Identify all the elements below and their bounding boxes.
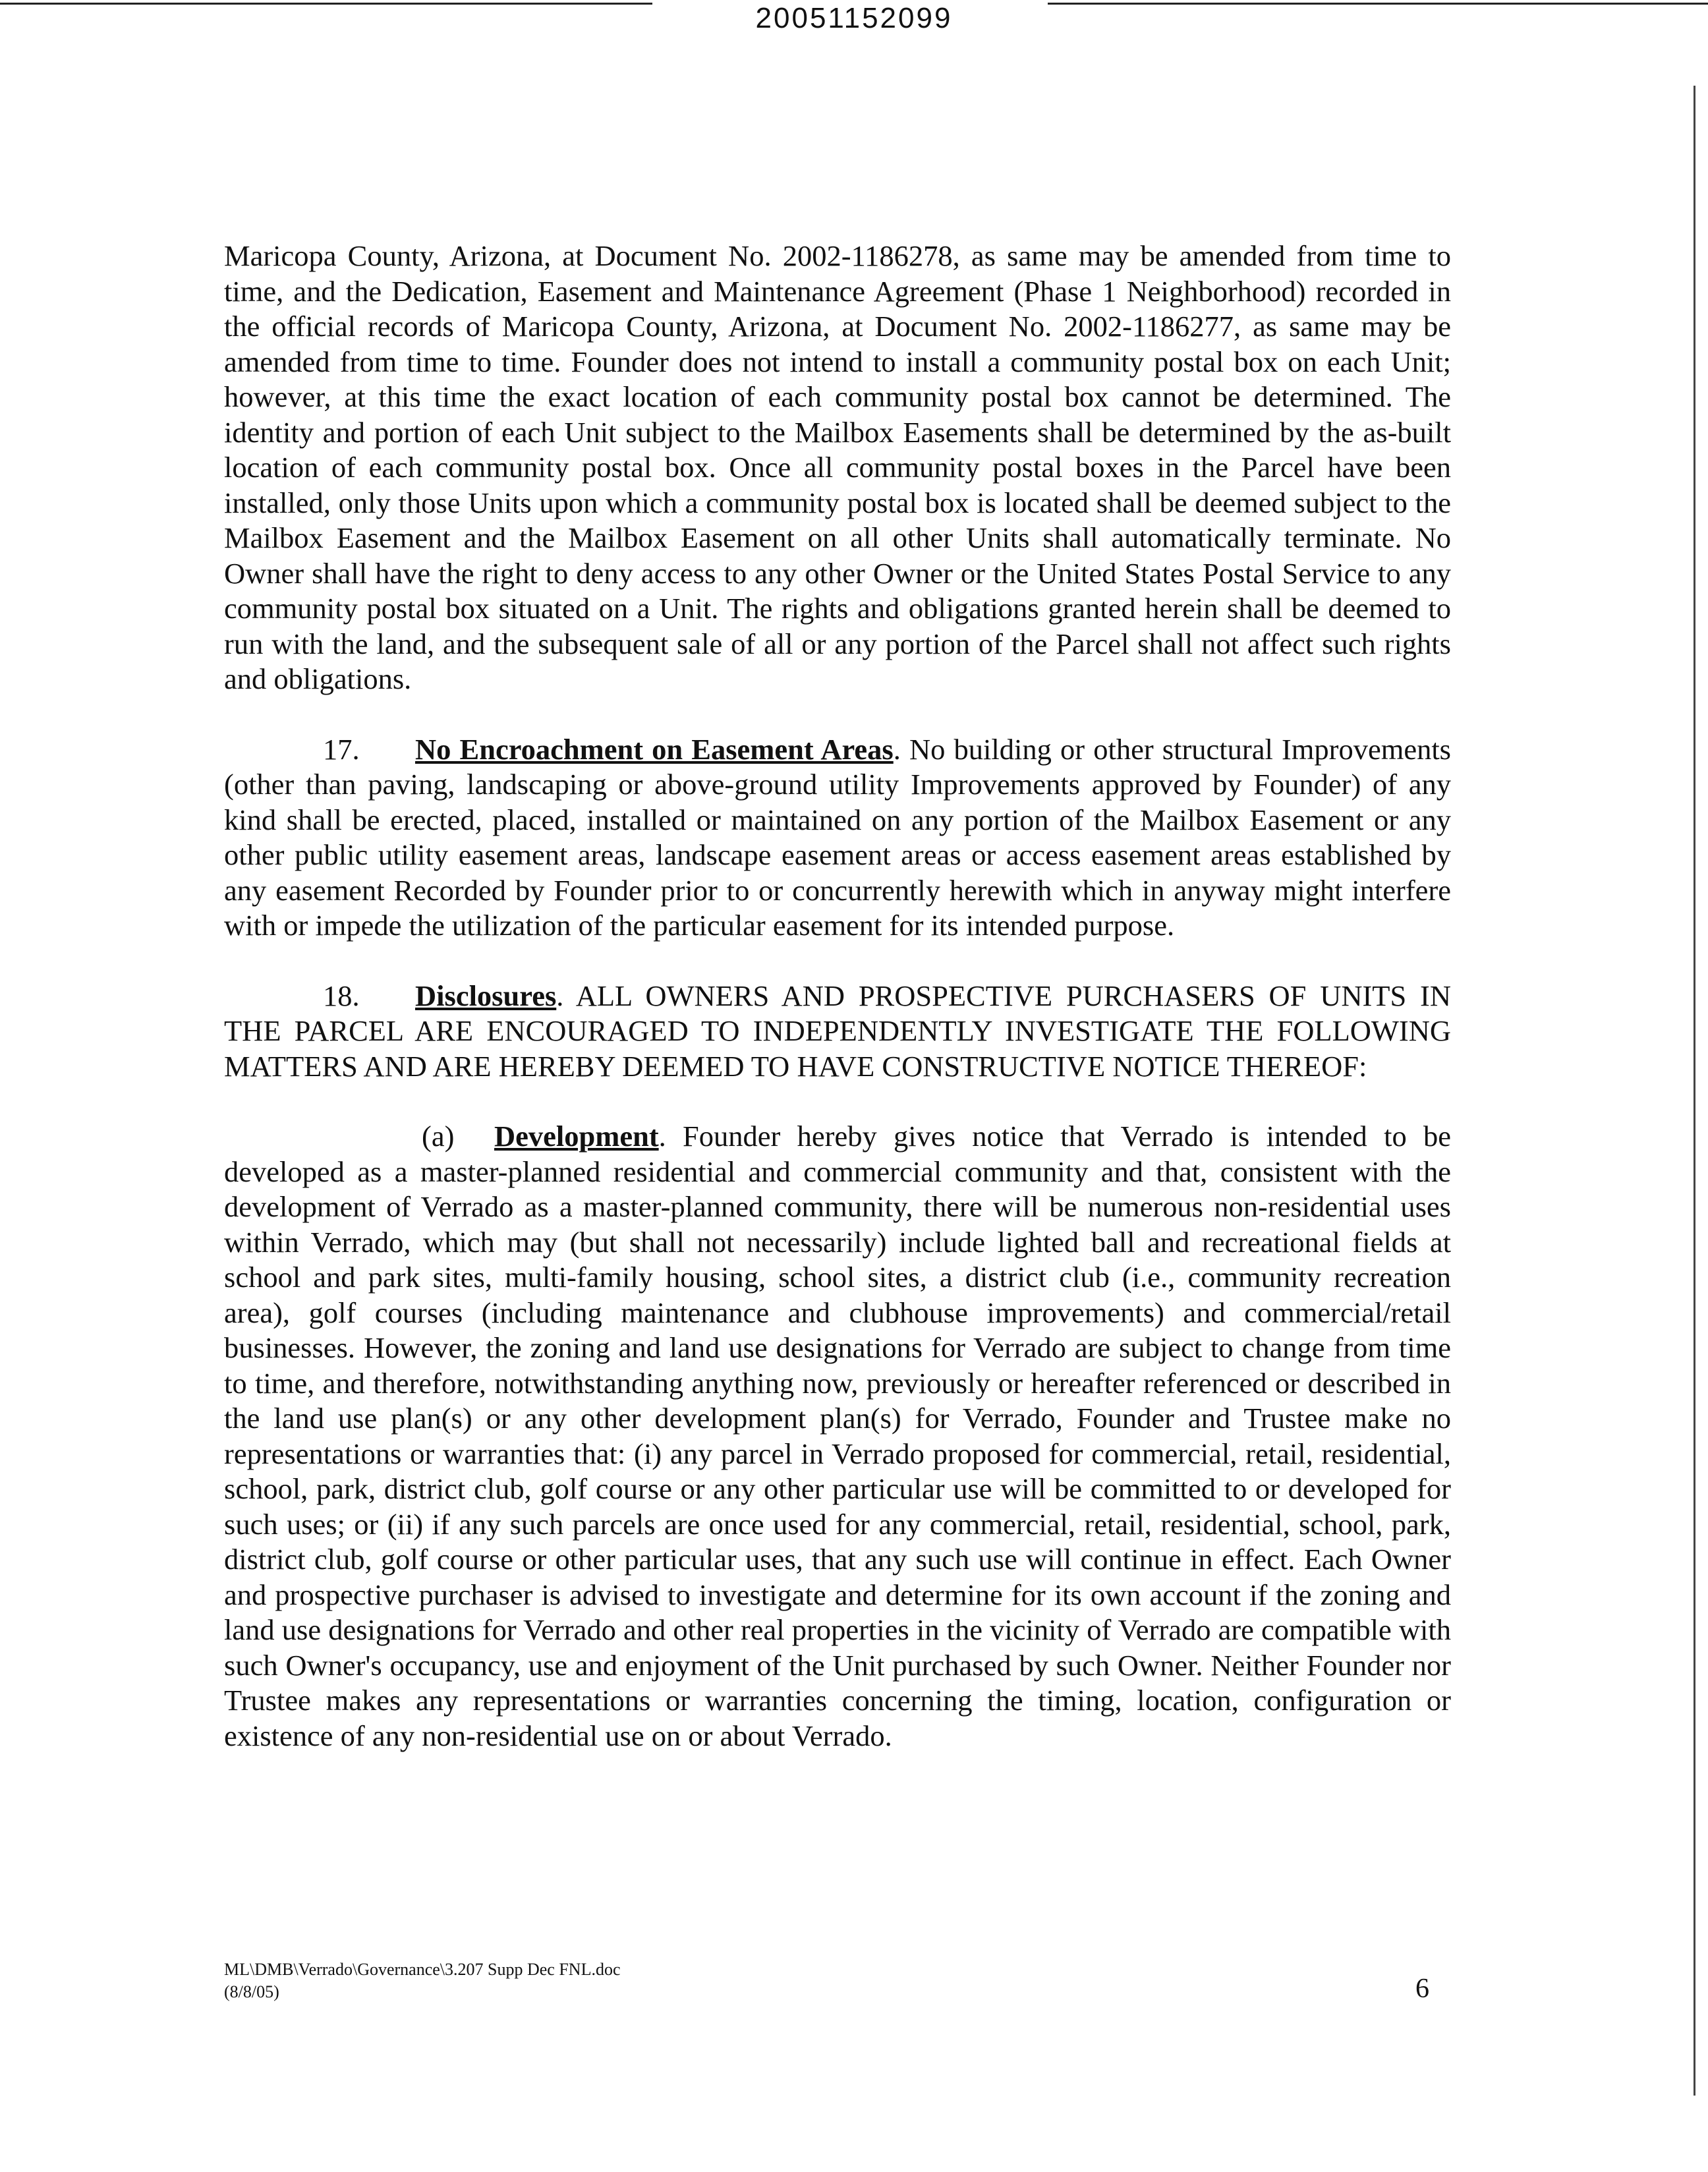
document-body bbox=[224, 239, 1451, 1754]
section-18 bbox=[224, 979, 1451, 1085]
section-18-heading: Disclosures bbox=[415, 979, 557, 1012]
section-17-body: . No building or other structural Improvements (other than paving, landscaping or above-ground utility Improvements approved by Founder) of any kind shall be erected, placed, installed or maintained on any portion of the Mailbox Easement or any other public utility easement areas, landscape easement areas or access easement areas established by any easement Recorded by Founder prior to or concurrently herewith which in anyway might interfere with or impede the utilization of the particular easement for its intended purpose. bbox=[224, 732, 1451, 942]
section-18-a bbox=[224, 1119, 1451, 1754]
continuation-paragraph: Maricopa County, Arizona, at Document No. 2002-1186278, as same may be amended from time to time, and the Dedication, Easement and Maintenance Agreement (Phase 1 Neighborhood) recorded in the official records of Maricopa County, Arizona, at Document No. 2002-1186277, as same may be amended from time to time. Founder does not intend to install a community postal box on each Unit; however, at this time the exact location of each community postal box cannot be determined. The identity and portion of each Unit subject to the Mailbox Easements shall be determined by the as-built location of each community postal box. Once all community postal boxes in the Parcel have been installed, only those Units upon which a community postal box is located shall be deemed subject to the Mailbox Easement and the Mailbox Easement on all other Units shall automatically terminate. No Owner shall have the right to deny access to any other Owner or the United States Postal Service to any community postal box situated on a Unit. The rights and obligations granted herein shall be deemed to run with the land, and the subsequent sale of all or any portion of the Parcel shall not affect such rights and obligations. bbox=[224, 239, 1451, 695]
recording-number: 20051152099 bbox=[755, 2, 953, 34]
section-17-heading: No Encroachment on Easement Areas bbox=[415, 732, 894, 766]
section-18-body: . ALL OWNERS AND PROSPECTIVE PURCHASERS OF UNITS IN THE PARCEL ARE ENCOURAGED TO INDEPENDENTLY INVESTIGATE THE FOLLOWING MATTERS AND ARE HEREBY DEEMED TO HAVE CONSTRUCTIVE NOTICE THEREOF: bbox=[224, 979, 1451, 1083]
section-18-a-body: . Founder hereby gives notice that Verrado is intended to be developed as a master-planned residential and commercial community and that, consistent with the development of Verrado as a master-planned community, there will be numerous non-residential uses within Verrado, which may (but shall not necessarily) include lighted ball and recreational fields at school and park sites, multi-family housing, school sites, a district club (i.e., community recreation area), golf courses (including maintenance and clubhouse improvements) and commercial/retail businesses. However, the zoning and land use designations for Verrado are subject to change from time to time, and therefore, notwithstanding anything now, previously or hereafter referenced or described in the land use plan(s) or any other development plan(s) for Verrado, Founder and Trustee make no representations or warranties that: (i) any parcel in Verrado proposed for commercial, retail, residential, school, park, district club, golf course or any other particular use will be committed to or developed for such uses; or (ii) if any such parcels are once used for any commercial, retail, residential, school, park, district club, golf course or other particular uses, that any such use will continue in effect. Each Owner and prospective purchaser is advised to investigate and determine for its own account if the zoning and land use designations for Verrado and other real properties in the vicinity of Verrado are compatible with such Owner's occupancy, use and enjoyment of the Unit purchased by such Owner. Neither Founder nor Trustee makes any representations or warranties concerning the timing, location, configuration or existence of any non-residential use on or about Verrado. bbox=[224, 1120, 1451, 1752]
section-17-number: 17. bbox=[323, 732, 360, 766]
page-number: 6 bbox=[1415, 1974, 1429, 2004]
paragraph-gap bbox=[224, 697, 1451, 732]
footer-file-path: ML\DMB\Verrado\Governance\3.207 Supp Dec FNL.doc bbox=[224, 1960, 621, 1979]
section-18-a-heading: Development bbox=[494, 1120, 659, 1153]
paragraph-gap bbox=[224, 1084, 1451, 1119]
footer-file-info bbox=[224, 1958, 621, 2003]
scan-edge-line bbox=[1694, 86, 1695, 2096]
section-18-a-number: (a) bbox=[422, 1120, 455, 1153]
footer-date: (8/8/05) bbox=[224, 1982, 279, 2001]
paragraph-gap bbox=[224, 944, 1451, 979]
section-17 bbox=[224, 732, 1451, 944]
section-18-number: 18. bbox=[323, 979, 360, 1012]
